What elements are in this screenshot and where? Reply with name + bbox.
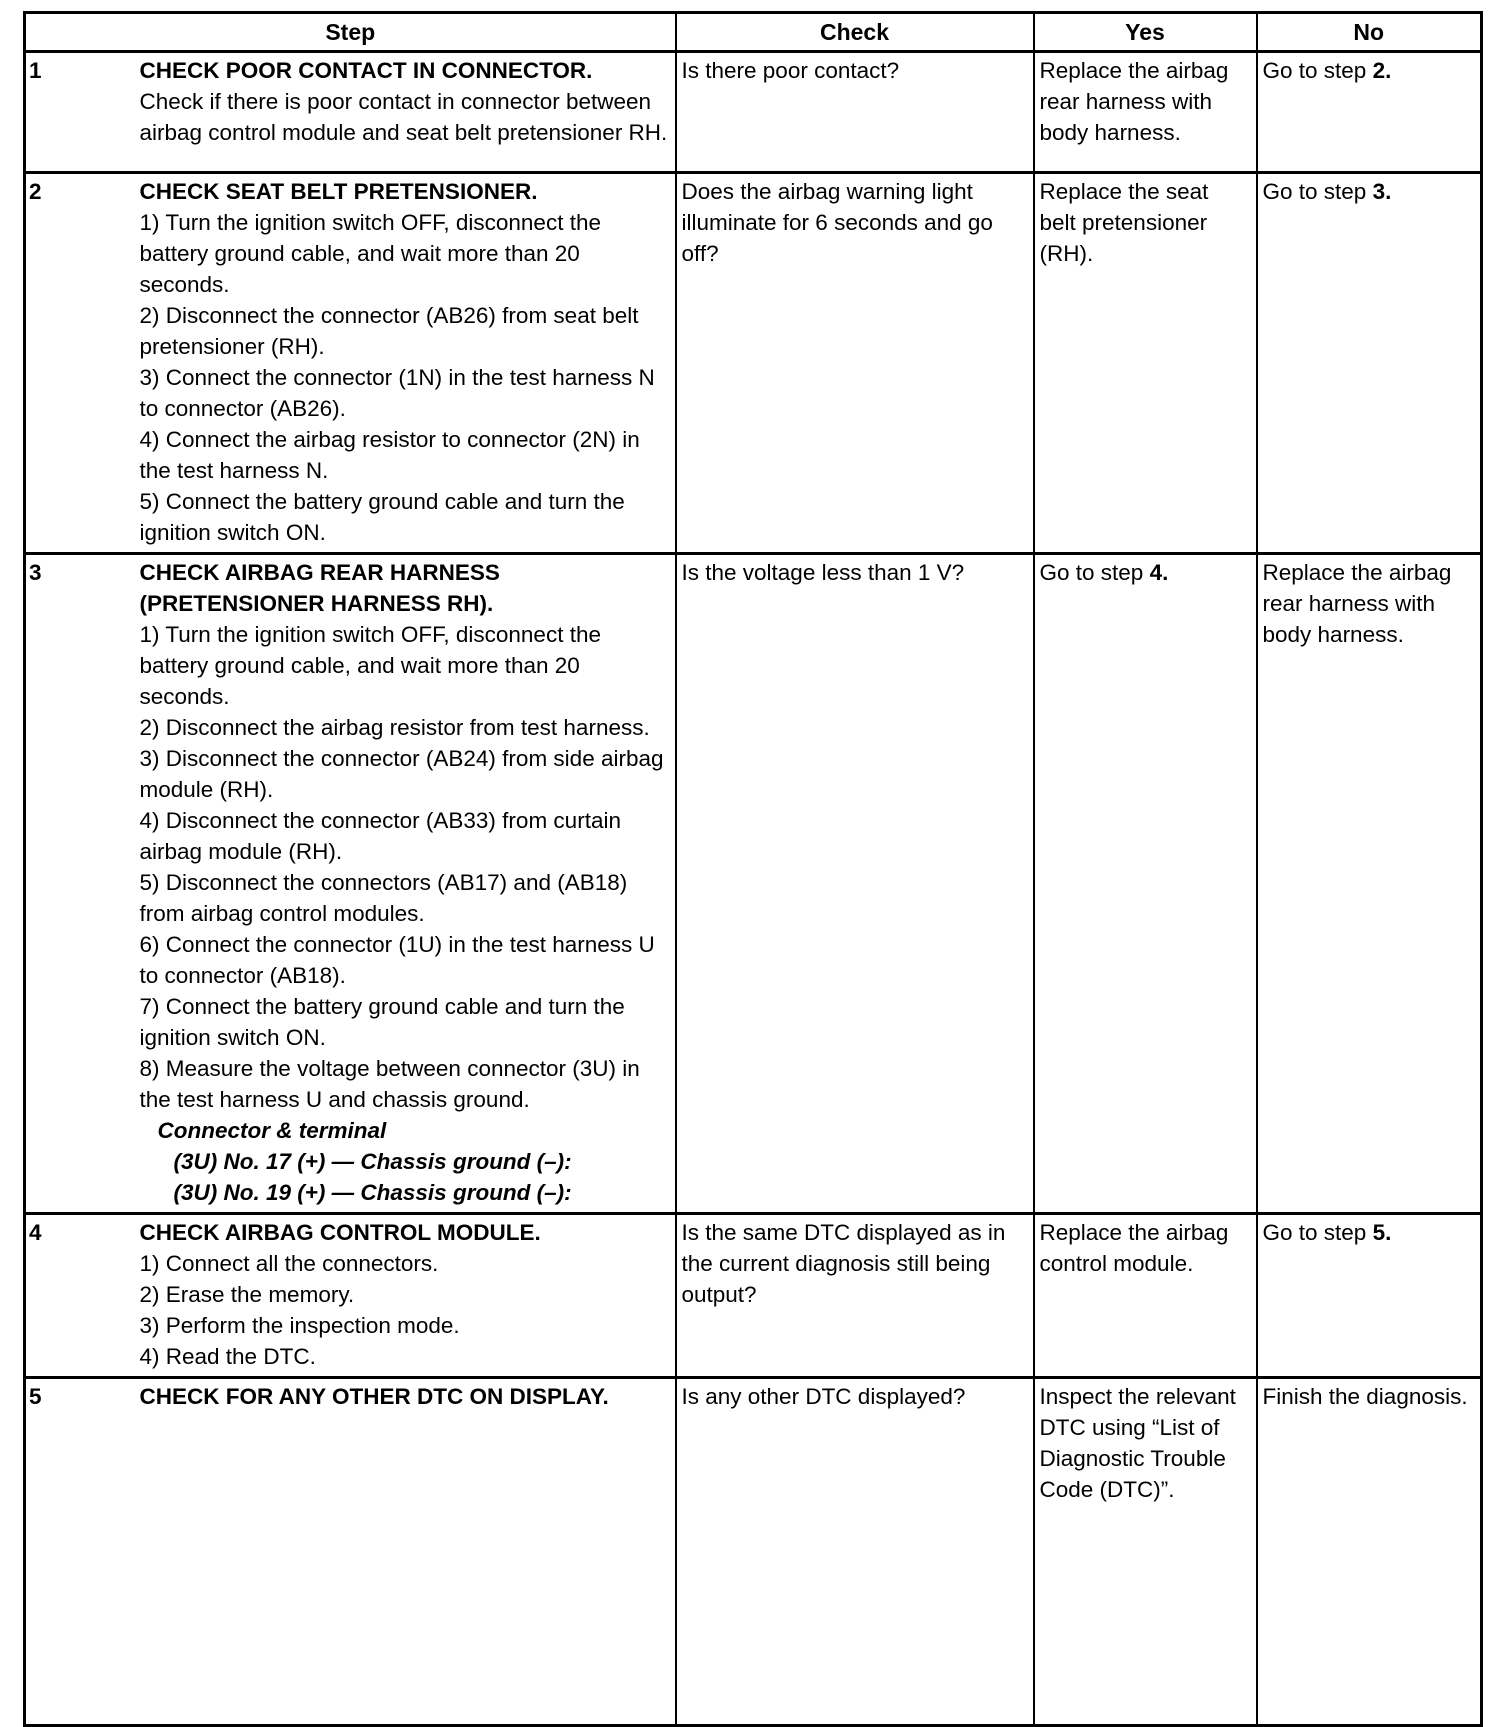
step-description	[140, 52, 676, 173]
terminal-spec: (3U) No. 17 (+) — Chassis ground (–):	[173, 1149, 572, 1174]
step-body: Check if there is poor contact in connector between airbag control module and seat belt pretensioner RH.	[139, 89, 668, 145]
yes-cell	[1034, 554, 1257, 1214]
table-row-step-5	[25, 1378, 1482, 1726]
step-description	[140, 554, 676, 1214]
table-header-row	[25, 13, 1482, 52]
step-title: CHECK AIRBAG CONTROL MODULE.	[139, 1220, 541, 1245]
terminal-spec: (3U) No. 19 (+) — Chassis ground (–):	[173, 1180, 572, 1205]
check-cell: Is the same DTC displayed as in the current diagnosis still being output?	[676, 1214, 1034, 1378]
yes-cell: Inspect the relevant DTC using “List of Diagnostic Trouble Code (DTC)”.	[1034, 1378, 1257, 1726]
procedure-line: 5) Connect the battery ground cable and turn the ignition switch ON.	[139, 489, 625, 545]
check-cell: Is there poor contact?	[676, 52, 1034, 173]
no-cell	[1257, 1214, 1482, 1378]
table-row-step-3	[25, 554, 1482, 1214]
procedure-line: 6) Connect the connector (1U) in the test harness U to connector (AB18).	[139, 932, 655, 988]
header-step: Step	[25, 13, 676, 52]
no-cell	[1257, 52, 1482, 173]
step-number: 2	[25, 173, 140, 554]
step-title: CHECK FOR ANY OTHER DTC ON DISPLAY.	[139, 1384, 609, 1409]
no-step-ref: 2.	[1372, 58, 1392, 83]
procedure-line: 2) Disconnect the connector (AB26) from seat belt pretensioner (RH).	[139, 303, 639, 359]
procedure-line: 2) Erase the memory.	[139, 1282, 355, 1307]
yes-cell: Replace the airbag control module.	[1034, 1214, 1257, 1378]
step-description	[140, 1378, 676, 1726]
table-row-step-1	[25, 52, 1482, 173]
procedure-line: 1) Connect all the connectors.	[139, 1251, 439, 1276]
no-step-ref: 5.	[1372, 1220, 1392, 1245]
check-cell: Is any other DTC displayed?	[676, 1378, 1034, 1726]
step-number: 4	[25, 1214, 140, 1378]
no-step-ref: 3.	[1372, 179, 1392, 204]
step-number: 3	[25, 554, 140, 1214]
table-row-step-2	[25, 173, 1482, 554]
step-title: CHECK SEAT BELT PRETENSIONER.	[139, 179, 538, 204]
procedure-line: 7) Connect the battery ground cable and turn the ignition switch ON.	[139, 994, 625, 1050]
procedure-line: 8) Measure the voltage between connector (3U) in the test harness U and chassis ground.	[139, 1056, 640, 1112]
no-prefix: Go to step	[1262, 58, 1373, 83]
no-cell	[1257, 173, 1482, 554]
procedure-line: 4) Read the DTC.	[139, 1344, 316, 1369]
table-row-step-4	[25, 1214, 1482, 1378]
no-cell: Finish the diagnosis.	[1257, 1378, 1482, 1726]
yes-cell: Replace the seat belt pretensioner (RH).	[1034, 173, 1257, 554]
check-cell: Is the voltage less than 1 V?	[676, 554, 1034, 1214]
header-yes: Yes	[1034, 13, 1257, 52]
header-no: No	[1257, 13, 1482, 52]
procedure-line: 5) Disconnect the connectors (AB17) and (AB18) from airbag control modules.	[139, 870, 628, 926]
procedure-line: 4) Disconnect the connector (AB33) from curtain airbag module (RH).	[139, 808, 621, 864]
diagnostic-table	[23, 11, 1483, 1727]
step-number: 1	[25, 52, 140, 173]
procedure-line: 4) Connect the airbag resistor to connector (2N) in the test harness N.	[139, 427, 640, 483]
step-description	[140, 173, 676, 554]
yes-prefix: Go to step	[1039, 560, 1150, 585]
header-check: Check	[676, 13, 1034, 52]
step-title: CHECK AIRBAG REAR HARNESS (PRETENSIONER HARNESS RH).	[139, 560, 500, 616]
procedure-line: 3) Connect the connector (1N) in the test harness N to connector (AB26).	[139, 365, 655, 421]
step-description	[140, 1214, 676, 1378]
no-prefix: Go to step	[1262, 1220, 1373, 1245]
connector-terminal-heading: Connector & terminal	[157, 1118, 387, 1143]
procedure-line: 3) Disconnect the connector (AB24) from side airbag module (RH).	[139, 746, 664, 802]
step-title: CHECK POOR CONTACT IN CONNECTOR.	[139, 58, 593, 83]
no-cell: Replace the airbag rear harness with body harness.	[1257, 554, 1482, 1214]
procedure-line: 2) Disconnect the airbag resistor from test harness.	[139, 715, 650, 740]
no-prefix: Go to step	[1262, 179, 1373, 204]
check-cell: Does the airbag warning light illuminate for 6 seconds and go off?	[676, 173, 1034, 554]
procedure-line: 3) Perform the inspection mode.	[139, 1313, 460, 1338]
procedure-line: 1) Turn the ignition switch OFF, disconnect the battery ground cable, and wait more than 20 seconds.	[139, 210, 601, 297]
step-number: 5	[25, 1378, 140, 1726]
yes-step-ref: 4.	[1149, 560, 1169, 585]
yes-cell: Replace the airbag rear harness with body harness.	[1034, 52, 1257, 173]
procedure-line: 1) Turn the ignition switch OFF, disconnect the battery ground cable, and wait more than 20 seconds.	[139, 622, 601, 709]
